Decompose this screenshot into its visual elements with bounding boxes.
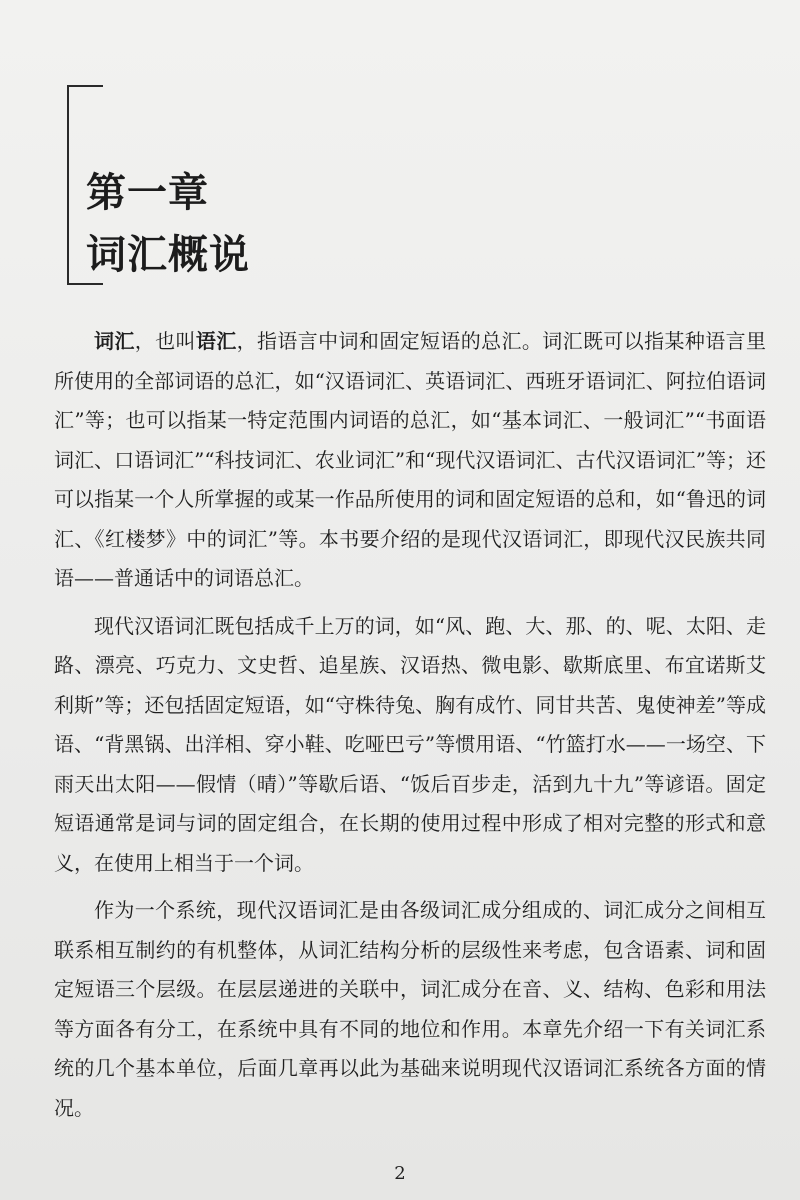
paragraph-1 [54,322,766,599]
paragraph-1-text: ，指语言中词和固定短语的总汇。词汇既可以指某种语言里所使用的全部词语的总汇，如“汉语词汇、英语词汇、西班牙语词汇、阿拉伯语词汇”等；也可以指某一特定范围内词语的总汇，如“基本词汇、一般词汇”“书面语词汇、口语词汇”“科技词汇、农业词汇”和“现代汉语词汇、古代汉语词汇”等；还可以指某一个人所掌握的或某一作品所使用的词和固定短语的总和，如“鲁迅的词汇、《红楼梦》中的词汇”等。本书要介绍的是现代汉语词汇，即现代汉民族共同语——普通话中的词语总汇。 [54,329,766,590]
paragraph-1-sep: ，也叫 [134,329,196,353]
paragraph-3: 作为一个系统，现代汉语词汇是由各级词汇成分组成的、词汇成分之间相互联系相互制约的有机整体，从词汇结构分析的层级性来考虑，包含语素、词和固定短语三个层级。在层层递进的关联中，词汇成分在音、义、结构、色彩和用法等方面各有分工，在系统中具有不同的地位和作用。本章先介绍一下有关词汇系统的几个基本单位，后面几章再以此为基础来说明现代汉语词汇系统各方面的情况。 [54,898,766,1120]
title-bracket-top [67,85,103,87]
title-bracket-vertical [67,85,69,285]
chapter-title: 词汇概说 [86,232,250,278]
chapter-heading [86,162,250,286]
page-number: 2 [394,1163,406,1184]
paragraph-2: 现代汉语词汇既包括成千上万的词，如“风、跑、大、那、的、呢、太阳、走路、漂亮、巧克力、文史哲、追星族、汉语热、微电影、歇斯底里、布宜诺斯艾利斯”等；还包括固定短语，如“守株待兔、胸有成竹、同甘共苦、鬼使神差”等成语、“背黑锅、出洋相、穿小鞋、吃哑巴亏”等惯用语、“竹篮打水——一场空、下雨天出太阳——假情（晴）”等歇后语、“饭后百步走，活到九十九”等谚语。固定短语通常是词与词的固定组合，在长期的使用过程中形成了相对完整的形式和意义，在使用上相当于一个词。 [54,613,766,875]
chapter-number: 第一章 [86,170,209,216]
term-lexicon: 语汇 [195,329,237,353]
chapter-body [54,322,766,1136]
term-vocabulary: 词汇 [94,329,135,353]
